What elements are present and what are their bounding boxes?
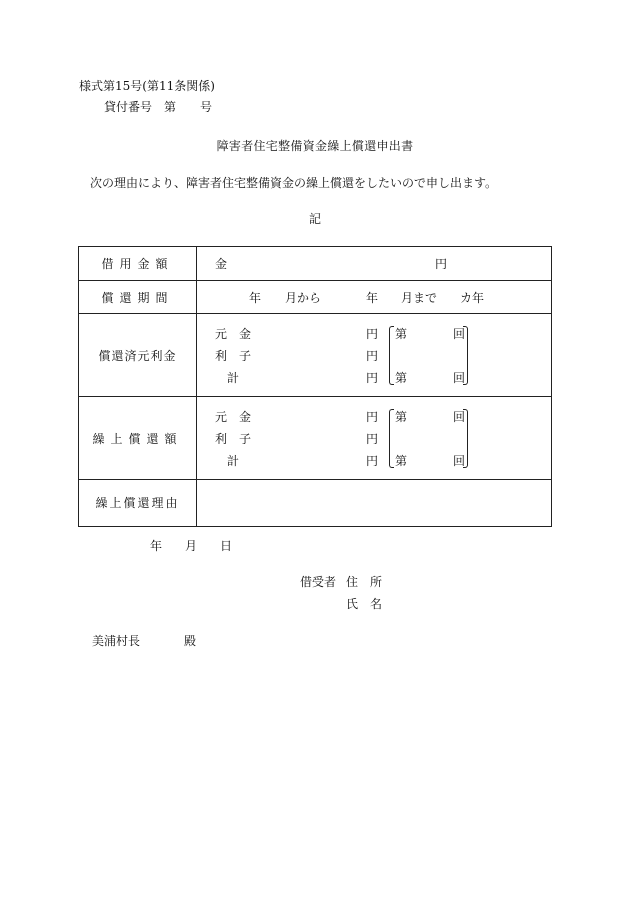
ki-label: 記 bbox=[308, 212, 321, 226]
reason-label: 繰上償還理由 bbox=[95, 496, 180, 510]
early-total-label: 計 bbox=[227, 454, 240, 468]
loan-number: 貸付番号 第 号 bbox=[104, 100, 213, 114]
early-dai-bottom: 第 bbox=[395, 454, 408, 468]
row-early bbox=[79, 397, 551, 480]
borrower-label: 借受者 bbox=[300, 575, 337, 589]
row-reason bbox=[79, 480, 551, 526]
addressee-name: 美浦村長 bbox=[92, 634, 141, 648]
application-table bbox=[78, 246, 552, 527]
addressee-honorific: 殿 bbox=[184, 634, 197, 648]
loan-amount-unit: 円 bbox=[435, 257, 448, 271]
early-bracket-left bbox=[389, 409, 394, 468]
period-from-year: 年 bbox=[249, 291, 262, 305]
early-interest-yen: 円 bbox=[366, 432, 379, 446]
early-bracket-right bbox=[463, 409, 468, 468]
date-month: 月 bbox=[185, 539, 198, 553]
early-total-yen: 円 bbox=[366, 454, 379, 468]
repaid-bracket-right bbox=[463, 326, 468, 385]
early-interest-label: 利 子 bbox=[215, 432, 252, 446]
row-period bbox=[79, 281, 551, 314]
early-kai-bottom: 回 bbox=[453, 454, 466, 468]
loan-amount-prefix: 金 bbox=[215, 257, 228, 271]
row-loan-amount bbox=[79, 247, 551, 281]
borrower-name-label: 氏 名 bbox=[346, 597, 383, 611]
intro-text: 次の理由により、障害者住宅整備資金の繰上償還をしたいので申し出ます。 bbox=[90, 176, 498, 190]
document-title: 障害者住宅整備資金繰上償還申出書 bbox=[216, 139, 414, 153]
repaid-total-yen: 円 bbox=[366, 371, 379, 385]
early-principal-label: 元 金 bbox=[215, 410, 252, 424]
repaid-total-label: 計 bbox=[227, 371, 240, 385]
repaid-principal-label: 元 金 bbox=[215, 327, 252, 341]
repaid-kai-bottom: 回 bbox=[453, 371, 466, 385]
period-to-month: 月まで bbox=[401, 291, 438, 305]
repaid-label: 償還済元利金 bbox=[98, 349, 177, 363]
period-to-year: 年 bbox=[366, 291, 379, 305]
early-label: 繰上償還額 bbox=[92, 432, 183, 446]
row-repaid bbox=[79, 314, 551, 397]
repaid-interest-yen: 円 bbox=[366, 349, 379, 363]
loan-amount-label: 借用金額 bbox=[101, 257, 174, 271]
early-principal-yen: 円 bbox=[366, 410, 379, 424]
borrower-address-label: 住 所 bbox=[346, 575, 383, 589]
period-label: 償還期間 bbox=[101, 291, 174, 305]
form-number: 様式第15号(第11条関係) bbox=[79, 79, 215, 93]
repaid-kai-top: 回 bbox=[453, 327, 466, 341]
repaid-principal-yen: 円 bbox=[366, 327, 379, 341]
period-years: カ年 bbox=[460, 291, 485, 305]
early-kai-top: 回 bbox=[453, 410, 466, 424]
early-dai-top: 第 bbox=[395, 410, 408, 424]
repaid-dai-bottom: 第 bbox=[395, 371, 408, 385]
date-year: 年 bbox=[150, 539, 163, 553]
date-day: 日 bbox=[220, 539, 233, 553]
period-from-month: 月から bbox=[285, 291, 322, 305]
repaid-bracket-left bbox=[389, 326, 394, 385]
repaid-interest-label: 利 子 bbox=[215, 349, 252, 363]
repaid-dai-top: 第 bbox=[395, 327, 408, 341]
